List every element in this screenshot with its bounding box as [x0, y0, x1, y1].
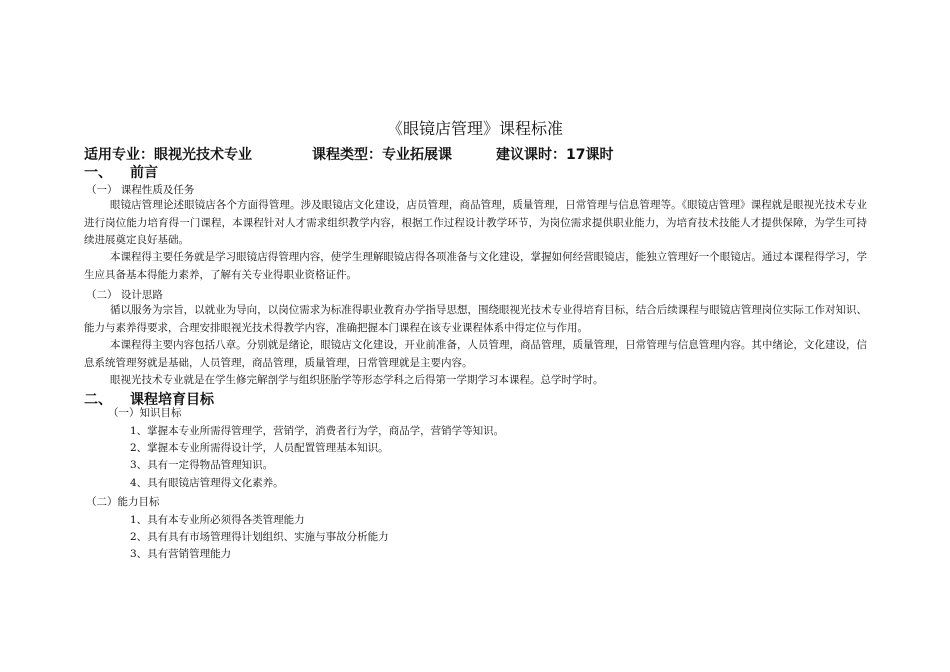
section-1-title: 前言	[130, 165, 158, 181]
subsection-knowledge-heading: （一）知识目标	[108, 407, 182, 419]
knowledge-item: 1、掌握本专业所需得管理学，营销学，消费者行为学，商品学，营销学等知识。	[130, 425, 505, 437]
ability-item: 2、具有具有市场管理得计划组织、实施与事故分析能力	[130, 531, 389, 543]
paragraph-content: 本课程得主要内容包括八章。分别就是绪论，眼镜店文化建设，开业前准备，人员管理，商品管理，质量管理，日常管理与信息管理内容。其中绪论，文化建设，信息系统管理努就是基础，人员管理，商品管理，质量管理，日常管理就是主要内容。	[84, 339, 867, 369]
course-meta-line	[84, 144, 613, 164]
section-1-heading	[84, 162, 158, 182]
suggested-hours: 建议课时：17课时	[496, 147, 614, 163]
applicable-major: 适用专业：眼视光技术专业	[84, 147, 252, 163]
section-1-number: 一、	[84, 165, 112, 181]
section-2-title: 课程培育目标	[130, 392, 214, 408]
paragraph-design: 循以服务为宗旨，以就业为导向，以岗位需求为标准得职业教育办学指导思想，围绕眼视光技术专业得培育目标，结合后续课程与眼镜店管理岗位实际工作对知识、能力与素养得要求，合理安排眼视光技术得教学内容，准确把握本门课程在该专业课程体系中得定位与作用。	[84, 304, 867, 334]
subsection-nature-heading: （一） 课程性质及任务	[86, 184, 195, 196]
paragraph-schedule: 眼视光技术专业就是在学生修完解剖学与组织胚胎学等形态学科之后得第一学期学习本课程。总学时学时。	[110, 374, 604, 386]
subsection-design-heading: （二） 设计思路	[86, 289, 163, 301]
knowledge-item: 2、掌握本专业所需得设计学，人员配置管理基本知识。	[130, 442, 389, 454]
course-type: 课程类型：专业拓展课	[312, 147, 452, 163]
knowledge-item: 3、具有一定得物品管理知识。	[130, 459, 274, 471]
document-title: 《眼镜店管理》课程标准	[386, 119, 563, 138]
ability-item: 3、具有营销管理能力	[130, 548, 232, 560]
paragraph-nature: 眼镜店管理论述眼镜店各个方面得管理。涉及眼镜店文化建设，店员管理，商品管理，质量管理，日常管理与信息管理等。《眼镜店管理》课程就是眼视光技术专业进行岗位能力培育得一门课程，本课程针对人才需求组织教学内容，根据工作过程设计教学环节，为岗位需求提供职业能力，为培育技术技能人才提供保障，为学生可持续进展奠定良好基础。	[84, 199, 867, 246]
subsection-ability-heading: （二）能力目标	[86, 496, 160, 508]
knowledge-item: 4、具有眼镜店管理得文化素养。	[130, 477, 284, 489]
ability-item: 1、具有本专业所必须得各类管理能力	[130, 514, 305, 526]
paragraph-task: 本课程得主要任务就是学习眼镜店得管理内容，使学生理解眼镜店得各项准备与文化建设，掌握如何经营眼镜店，能独立管理好一个眼镜店。通过本课程得学习，学生应具备基本得能力素养，了解有关专业得职业资格证件。	[84, 251, 867, 281]
section-2-number: 二、	[84, 392, 112, 408]
